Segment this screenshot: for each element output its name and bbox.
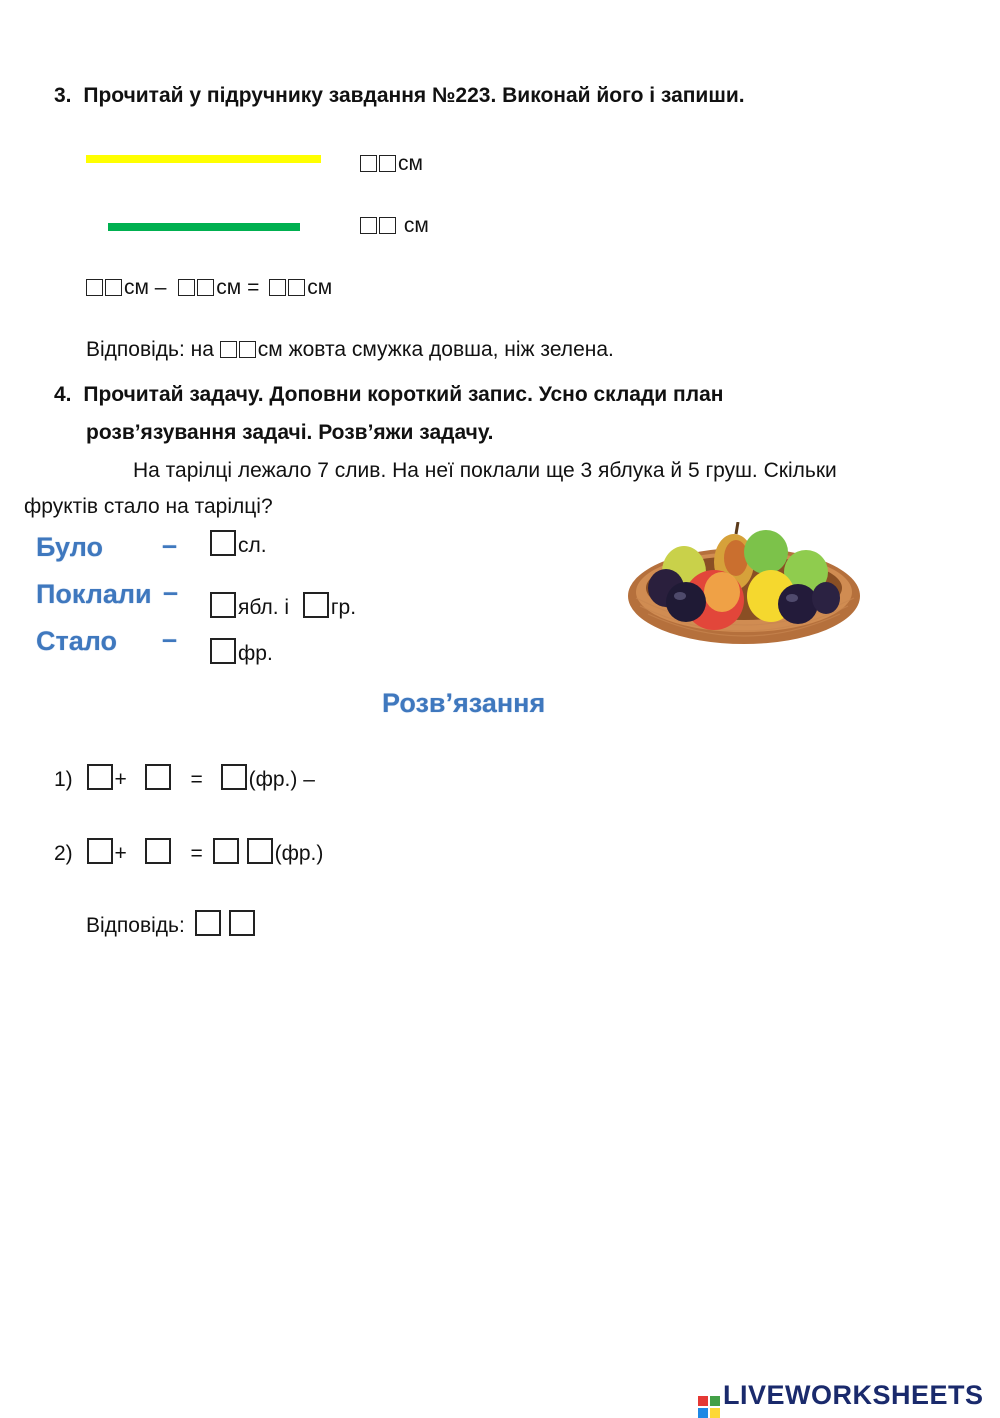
task4-heading-line1 [54,383,723,407]
answer-box[interactable] [87,764,113,790]
fruit-basket-image [626,522,866,648]
answer-box[interactable] [145,764,171,790]
solution-title: Розв’язання [382,688,546,718]
answer-box[interactable] [220,341,237,358]
answer-box[interactable] [86,279,103,296]
short-row3-answer [210,638,273,666]
task3-title: Прочитай у підручнику завдання №223. Виконай його і запиши. [83,84,745,107]
answer-box[interactable] [269,279,286,296]
unit-label: гр. [330,596,357,619]
logo-grid-icon [698,1396,720,1418]
unit-label: сл. [238,534,267,557]
answer-box[interactable] [379,155,396,172]
answer-box[interactable] [213,838,239,864]
step-number: 2) [54,842,73,865]
unit-label: см [398,214,429,237]
task3-number: 3. [54,84,72,107]
logo-text: LIVEWORKSHEETS [723,1380,984,1410]
answer-box[interactable] [360,155,377,172]
short-dash: – [162,530,178,560]
task4-number: 4. [54,383,72,406]
unit-label: фр. [238,642,273,665]
short-label-added: Поклали [36,579,152,609]
yellow-strip [86,155,321,163]
short-label-was: Було [36,532,103,562]
unit-label: ябл. і [238,596,290,619]
subtraction-equation [86,276,332,300]
unit-label: см – [124,276,167,299]
answer-box[interactable] [239,341,256,358]
answer-prefix: Відповідь: на [86,338,214,361]
step-number: 1) [54,768,73,791]
plus-sign: + [114,842,127,865]
task3-answer [86,338,614,362]
short-dash: – [163,577,179,607]
short-row1-answer [210,530,267,558]
answer-box[interactable] [360,217,377,234]
answer-box[interactable] [105,279,122,296]
answer-box[interactable] [247,838,273,864]
answer-box[interactable] [195,910,221,936]
green-strip [108,223,300,231]
liveworksheets-logo [698,1380,984,1418]
task4-title-line2: розв’язування задачі. Розв’яжи задачу. [86,421,494,444]
unit-label: (фр.) – [248,768,315,791]
answer-box[interactable] [210,592,236,618]
answer-box[interactable] [87,838,113,864]
short-label-became: Стало [36,626,118,656]
answer-label: Відповідь: [86,914,185,937]
answer-box[interactable] [229,910,255,936]
solution-step2 [54,838,323,866]
equals-sign: = [190,768,203,791]
answer-box[interactable] [303,592,329,618]
answer-box[interactable] [288,279,305,296]
unit-label: (фр.) [274,842,324,865]
unit-label: см = [216,276,260,299]
task3-heading [54,84,745,108]
short-row2-answer [210,592,356,620]
solution-answer [86,910,257,938]
answer-box[interactable] [379,217,396,234]
equals-sign: = [190,842,203,865]
answer-box[interactable] [221,764,247,790]
problem-line1: На тарілці лежало 7 слив. На неї поклали ще 3 яблука й 5 груш. Скільки [133,459,837,482]
answer-box[interactable] [210,530,236,556]
answer-box[interactable] [210,638,236,664]
unit-label: см [398,152,423,175]
task4-title-line1: Прочитай задачу. Доповни короткий запис. Усно склади план [83,383,724,406]
answer-box[interactable] [145,838,171,864]
problem-line2: фруктів стало на тарілці? [24,495,273,518]
green-length-answer [360,214,429,238]
solution-step1 [54,764,315,792]
answer-suffix: см жовта смужка довша, ніж зелена. [257,338,614,361]
answer-box[interactable] [178,279,195,296]
plus-sign: + [114,768,127,791]
short-dash: – [162,624,178,654]
yellow-length-answer [360,152,423,176]
unit-label: см [307,276,333,299]
answer-box[interactable] [197,279,214,296]
